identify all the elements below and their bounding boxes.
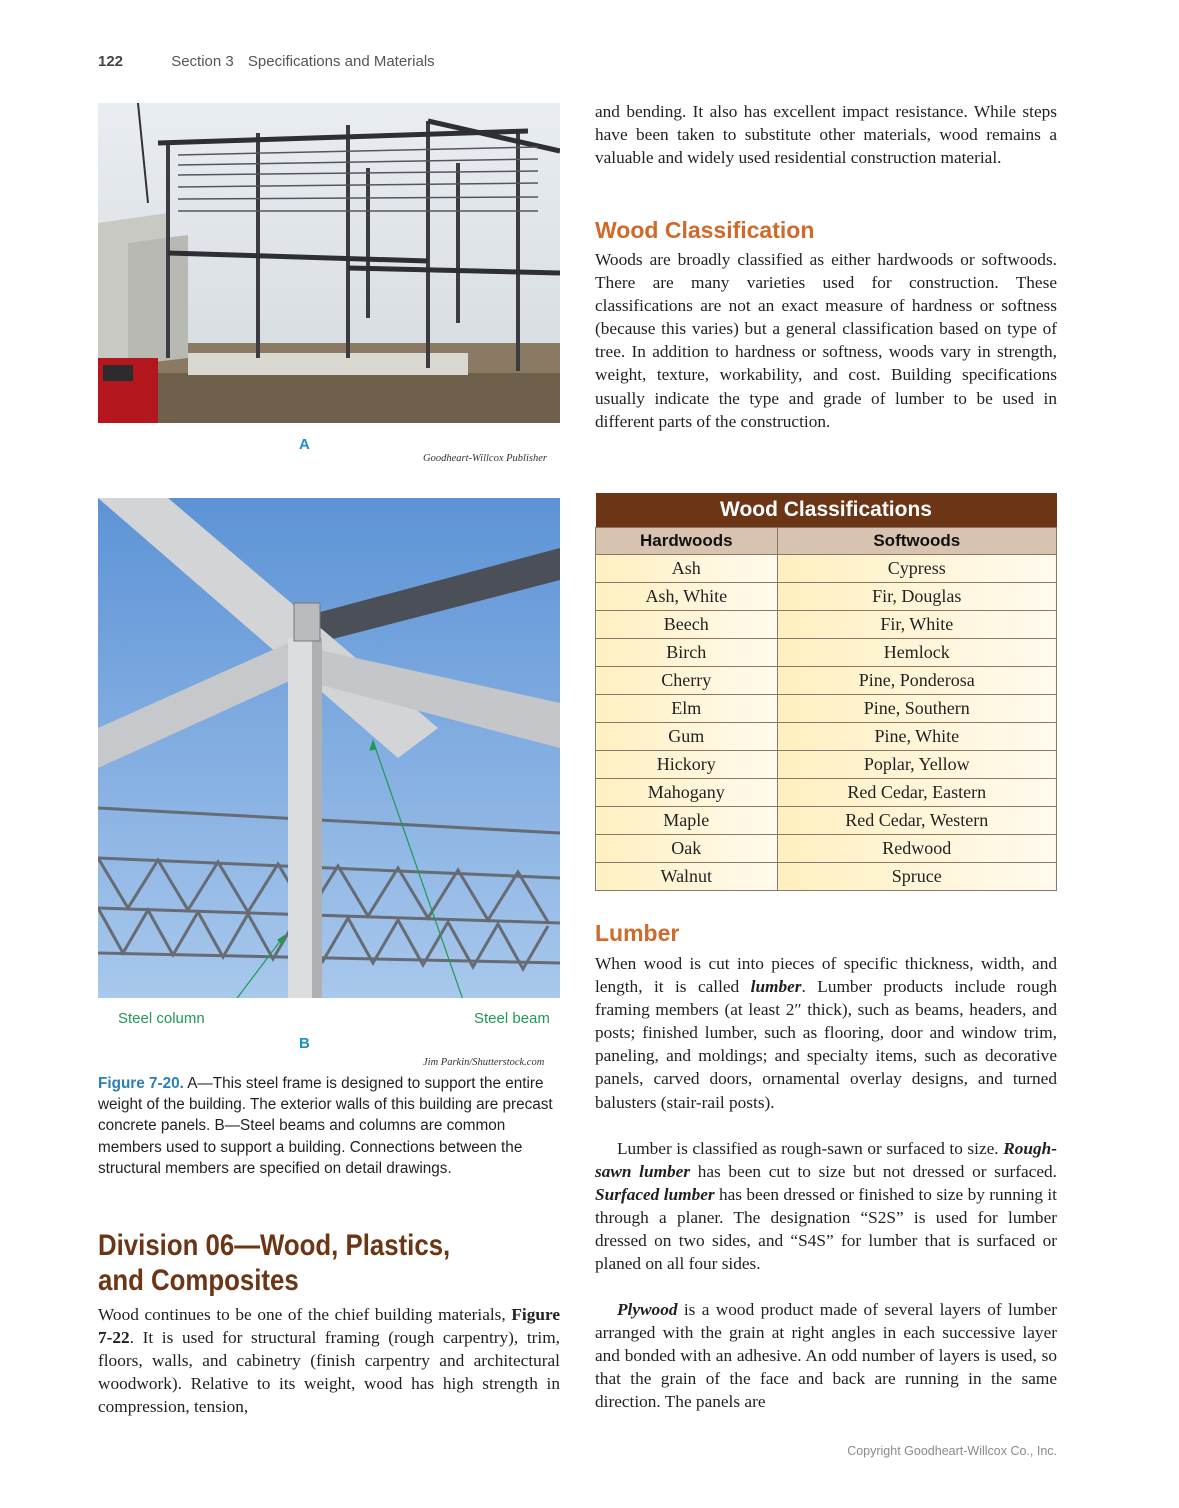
table-row — [596, 694, 1057, 722]
text-run: . It is used for structural framing (rough carpentry), trim, floors, walls, and cabinetry (finish carpentry and architectural woodwork). Relative to its weight, wood has high strength in compression, tension, — [98, 1328, 560, 1417]
key-term: Plywood — [617, 1300, 678, 1319]
table-title: Wood Classifications — [596, 493, 1057, 527]
running-header — [98, 53, 435, 70]
continued-paragraph: and bending. It also has excellent impact resistance. While steps have been taken to substitute other materials, wood remains a valuable and widely used residential construction material. — [595, 102, 1057, 168]
key-term: Surfaced lumber — [595, 1185, 715, 1205]
section-number: Section 3 — [171, 53, 234, 70]
table-row — [596, 554, 1057, 582]
wood-classification-heading: Wood Classification — [595, 217, 815, 243]
softwood-cell: Hemlock — [777, 638, 1056, 666]
lumber-paragraph-2 — [595, 1137, 1057, 1276]
table-row — [596, 862, 1057, 890]
hardwood-cell: Walnut — [596, 862, 778, 890]
text-run: is a wood product made of several layers of lumber arranged with the grain at right angles in each successive layer and bonded with an adhesive. An odd number of layers is used, so that the grain of the face and back are running in the same direction. The panels are — [595, 1300, 1057, 1412]
lumber-heading: Lumber — [595, 920, 680, 946]
hardwood-cell: Gum — [596, 722, 778, 750]
table-row — [596, 582, 1057, 610]
hardwood-cell: Beech — [596, 610, 778, 638]
text-run: has been dressed or finished to size by running it through a planer. The designation “S2S” is used for lumber dressed on two sides, and “S4S” for lumber that is surfaced or planed on all four sides. — [595, 1185, 1057, 1274]
table-row — [596, 666, 1057, 694]
lumber-paragraph-3 — [595, 1298, 1057, 1413]
table-row — [596, 750, 1057, 778]
key-term: Rough-sawn lumber — [595, 1139, 1057, 1182]
hardwood-cell: Hickory — [596, 750, 778, 778]
softwood-cell: Pine, White — [777, 722, 1056, 750]
division-paragraph — [98, 1303, 560, 1418]
table-row — [596, 638, 1057, 666]
softwood-cell: Red Cedar, Eastern — [777, 778, 1056, 806]
subfigure-label-a: A — [299, 436, 310, 453]
photo-credit-a: Goodheart-Willcox Publisher — [423, 453, 547, 464]
figure-number: Figure 7-20. — [98, 1075, 184, 1092]
text-run: . Lumber products include rough framing members (at least 2″ thick), such as beams, headers, and posts; finished lumber, such as flooring, door and window trim, paneling, and moldings; and specialty items, such as decorative panels, carved doors, ornamental overlay designs, and turned balusters (stair-rail posts). — [595, 977, 1057, 1112]
page-number: 122 — [98, 53, 124, 70]
section-title: Specifications and Materials — [247, 53, 435, 70]
softwood-cell: Red Cedar, Western — [777, 806, 1056, 834]
table-row — [596, 778, 1057, 806]
copyright-footer: Copyright Goodheart-Willcox Co., Inc. — [847, 1444, 1057, 1458]
column-header-softwoods: Softwoods — [777, 527, 1056, 554]
division-heading: Division 06—Wood, Plastics, and Composites — [98, 1229, 451, 1297]
table-row — [596, 834, 1057, 862]
softwood-cell: Poplar, Yellow — [777, 750, 1056, 778]
steel-beams-photo — [98, 498, 560, 998]
softwood-cell: Pine, Ponderosa — [777, 666, 1056, 694]
wood-classification-paragraph: Woods are broadly classified as either hardwoods or softwoods. There are many varieties used for construction. These classifications are not an exact measure of hardness or softness (because this varies) but a general classification based on type of tree. In addition to hardness or softness, woods vary in strength, weight, texture, workability, and cost. Building specifications usually indicate the type and grade of lumber to be used in different parts of the construction. — [595, 250, 1057, 431]
photo-credit-b: Jim Parkin/Shutterstock.com — [423, 1057, 545, 1068]
text-run: Lumber is classified as rough-sawn or surfaced to size. — [617, 1139, 1004, 1158]
hardwood-cell: Birch — [596, 638, 778, 666]
softwood-cell: Redwood — [777, 834, 1056, 862]
softwood-cell: Cypress — [777, 554, 1056, 582]
softwood-cell: Spruce — [777, 862, 1056, 890]
hardwood-cell: Ash — [596, 554, 778, 582]
lumber-paragraph-1 — [595, 952, 1057, 1114]
hardwood-cell: Ash, White — [596, 582, 778, 610]
key-term: lumber — [750, 977, 802, 997]
callout-steel-column: Steel column — [118, 1010, 205, 1027]
table-row — [596, 806, 1057, 834]
hardwood-cell: Elm — [596, 694, 778, 722]
text-run: When wood is cut into pieces of specific thickness, width, and length, it is called — [595, 954, 1057, 997]
column-header-hardwoods: Hardwoods — [596, 527, 778, 554]
figure-caption — [98, 1073, 560, 1179]
figure-reference: Figure 7-22 — [98, 1305, 560, 1348]
hardwood-cell: Mahogany — [596, 778, 778, 806]
text-run: has been cut to size but not dressed or surfaced. — [690, 1162, 1057, 1182]
softwood-cell: Pine, Southern — [777, 694, 1056, 722]
table-row — [596, 610, 1057, 638]
hardwood-cell: Oak — [596, 834, 778, 862]
caption-text: A—This steel frame is designed to support the entire weight of the building. The exterior walls of this building are precast concrete panels. B—Steel beams and columns are common members used to support a building. Connections between the structural members are specified on detail drawings. — [98, 1075, 553, 1177]
callout-steel-beam: Steel beam — [474, 1010, 550, 1027]
softwood-cell: Fir, White — [777, 610, 1056, 638]
steel-frame-photo — [98, 103, 560, 423]
wood-classifications-table — [595, 493, 1057, 891]
subfigure-label-b: B — [299, 1035, 310, 1052]
softwood-cell: Fir, Douglas — [777, 582, 1056, 610]
table-row — [596, 722, 1057, 750]
hardwood-cell: Cherry — [596, 666, 778, 694]
text-run: Wood continues to be one of the chief building materials, — [98, 1305, 512, 1324]
hardwood-cell: Maple — [596, 806, 778, 834]
